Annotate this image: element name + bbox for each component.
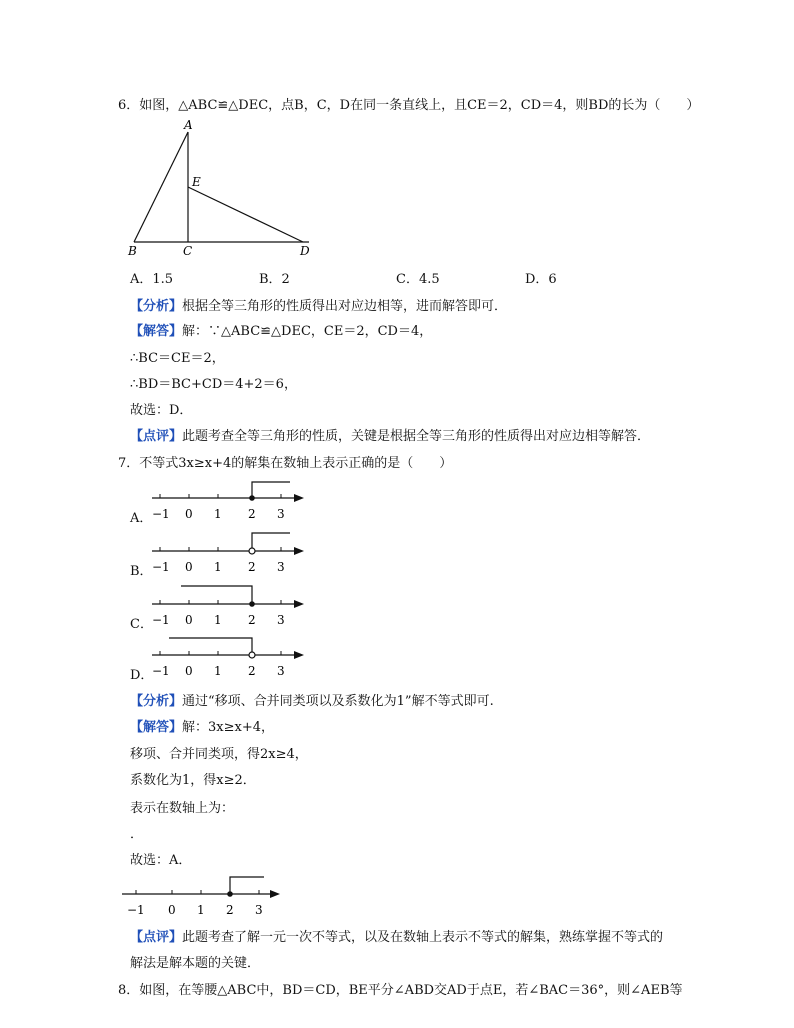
q6-stem: 6．如图，△ABC≌△DEC，点B，C，D在同一条直线上，且CE＝2，CD＝4，则BD的长为（ ） xyxy=(118,98,700,113)
analysis-tag: 【分析】 xyxy=(130,299,183,314)
tick-label: 1 xyxy=(214,560,222,574)
solution-text: 解：3x≥x+4， xyxy=(182,720,275,735)
solution-text: 解：∵△ABC≌△DEC，CE＝2，CD＝4， xyxy=(182,324,433,339)
q7-solution-line-1 xyxy=(130,716,274,735)
tick-label: 3 xyxy=(277,507,285,521)
tick-label: 0 xyxy=(185,613,193,627)
q7-analysis xyxy=(130,690,494,709)
tick-label: −1 xyxy=(152,613,170,627)
q6-option-b[interactable]: B．2 xyxy=(259,272,290,287)
analysis-text: 通过“移项、合并同类项以及系数化为1”解不等式即可. xyxy=(182,694,494,709)
tick-label: −1 xyxy=(152,560,170,574)
tick-label: 0 xyxy=(185,507,193,521)
q7-option-c-number-line xyxy=(148,584,308,628)
tick-label: 1 xyxy=(214,664,222,678)
tick-label: 3 xyxy=(277,560,285,574)
q6-solution-line-2: ∴BC＝CE＝2， xyxy=(130,351,225,366)
tick-label: 2 xyxy=(248,560,256,574)
q6-comment xyxy=(130,425,650,444)
q7-option-b-letter[interactable]: B． xyxy=(130,564,153,579)
q7-solution-line-6: 故选：A． xyxy=(130,853,192,868)
q7-comment-line-1 xyxy=(130,926,663,945)
tick-label: 1 xyxy=(214,613,222,627)
label-E: E xyxy=(192,175,201,189)
comment-tag: 【点评】 xyxy=(130,429,183,444)
tick-label: 2 xyxy=(248,507,256,521)
q7-option-b-number-line xyxy=(148,531,308,575)
analysis-tag: 【分析】 xyxy=(130,694,183,709)
tick-label: −1 xyxy=(152,507,170,521)
solution-tag: 【解答】 xyxy=(130,720,183,735)
tick-label: −1 xyxy=(127,903,145,917)
tick-label: 3 xyxy=(277,664,285,678)
label-A: A xyxy=(184,118,193,132)
q7-option-d-letter[interactable]: D． xyxy=(130,668,154,683)
solution-tag: 【解答】 xyxy=(130,324,183,339)
q7-solution-line-3: 系数化为1，得x≥2． xyxy=(130,773,256,788)
label-C: C xyxy=(183,244,193,258)
q7-option-a-letter[interactable]: A． xyxy=(130,511,153,526)
q7-option-d-number-line xyxy=(148,635,308,679)
tick-label: 1 xyxy=(197,903,205,917)
q6-triangle-figure xyxy=(120,116,320,258)
q6-option-d[interactable]: D．6 xyxy=(525,272,557,287)
tick-label: 1 xyxy=(214,507,222,521)
q6-solution-line-4: 故选：D． xyxy=(130,403,193,418)
comment-text: 此题考查了解一元一次不等式，以及在数轴上表示不等式的解集，熟练掌握不等式的 xyxy=(182,930,664,945)
q8-stem: 8．如图，在等腰△ABC中，BD＝CD，BE平分∠ABD交AD于点E，若∠BAC＝36°，则∠AEB等 xyxy=(118,983,683,998)
tick-label: 3 xyxy=(255,903,263,917)
tick-label: 3 xyxy=(277,613,285,627)
tick-label: −1 xyxy=(152,664,170,678)
comment-text: 此题考查全等三角形的性质，关键是根据全等三角形的性质得出对应边相等解答． xyxy=(182,429,651,444)
q7-option-a-number-line xyxy=(148,478,308,522)
tick-label: 2 xyxy=(226,903,234,917)
tick-label: 2 xyxy=(248,613,256,627)
tick-label: 0 xyxy=(185,664,193,678)
q7-option-c-letter[interactable]: C． xyxy=(130,617,153,632)
q6-option-c[interactable]: C．4.5 xyxy=(396,272,440,287)
q7-answer-number-line xyxy=(118,870,286,918)
q7-solution-line-4: 表示在数轴上为： xyxy=(130,801,235,816)
q7-stem: 7．不等式3x≥x+4的解集在数轴上表示正确的是（ ） xyxy=(118,456,453,471)
tick-label: 2 xyxy=(248,664,256,678)
tick-label: 0 xyxy=(168,903,176,917)
q6-solution-line-3: ∴BD＝BC+CD＝4+2＝6， xyxy=(130,377,297,392)
q7-solution-line-2: 移项、合并同类项，得2x≥4， xyxy=(130,747,308,762)
q6-option-a[interactable]: A．1.5 xyxy=(130,272,174,287)
label-B: B xyxy=(128,244,137,258)
q6-solution-line-1 xyxy=(130,320,432,339)
tick-label: 0 xyxy=(185,560,193,574)
q6-analysis xyxy=(130,295,507,314)
analysis-text: 根据全等三角形的性质得出对应边相等，进而解答即可． xyxy=(182,299,508,314)
label-D: D xyxy=(300,244,310,258)
q7-solution-line-5: ． xyxy=(130,827,144,842)
q7-comment-line-2: 解法是解本题的关键． xyxy=(130,956,261,971)
comment-tag: 【点评】 xyxy=(130,930,183,945)
